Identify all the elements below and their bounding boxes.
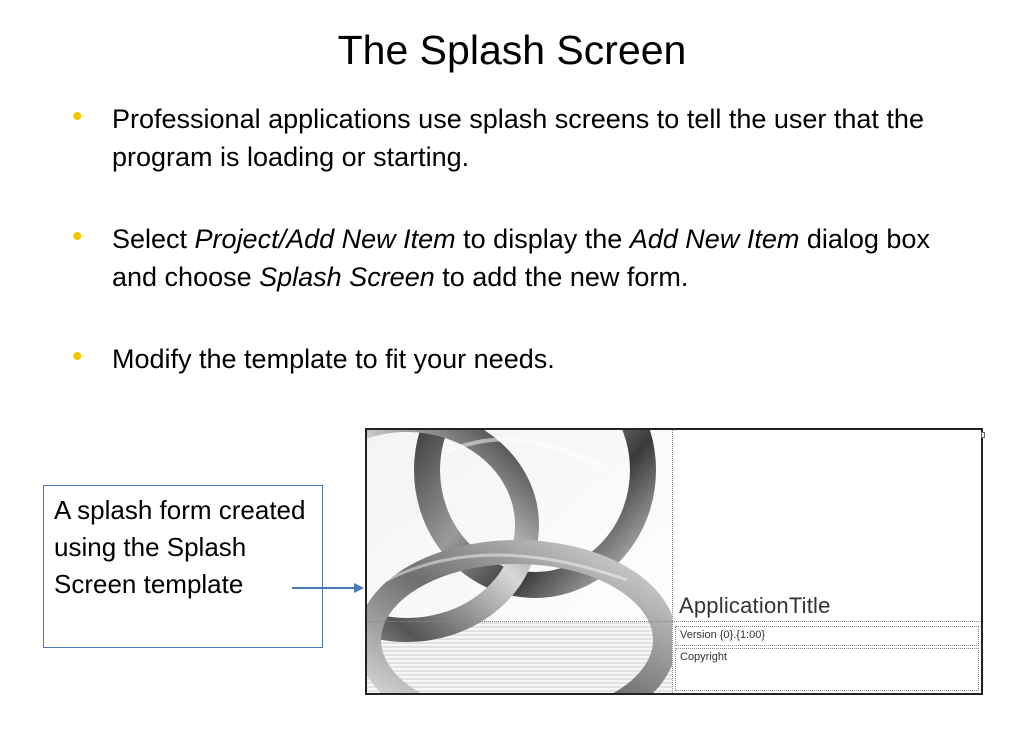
- rings-graphic-icon: [367, 430, 672, 693]
- callout-box: A splash form created using the Splash Screen template: [43, 485, 323, 648]
- bullet-list: [72, 100, 972, 422]
- bullet-item-3: [72, 340, 972, 378]
- bullet-text-3: Modify the template to fit your needs.: [112, 344, 555, 374]
- copyright-label: Copyright: [675, 648, 979, 691]
- application-title-label: ApplicationTitle: [679, 593, 831, 618]
- bullet-item-1: [72, 100, 972, 176]
- bullet-icon: •: [72, 220, 83, 253]
- bullet-text-1: Professional applications use splash screens to tell the user that the program is loading or starting.: [112, 104, 924, 172]
- splash-divider-vertical: [672, 430, 673, 693]
- slide-title: The Splash Screen: [337, 27, 687, 73]
- bullet-item-2: [72, 220, 972, 296]
- arrow-right-icon: [292, 580, 364, 596]
- bullet-icon: •: [72, 100, 83, 133]
- splash-form-preview: [365, 428, 983, 695]
- resize-handle-icon: [981, 432, 985, 438]
- version-label: Version {0}.{1:00}: [675, 626, 979, 646]
- splash-divider-horizontal: [367, 621, 981, 622]
- bullet-icon: •: [72, 340, 83, 373]
- bullet-text-2: Select Project/Add New Item to display the Add New Item dialog box and choose Splash Screen to add the new form.: [112, 224, 930, 292]
